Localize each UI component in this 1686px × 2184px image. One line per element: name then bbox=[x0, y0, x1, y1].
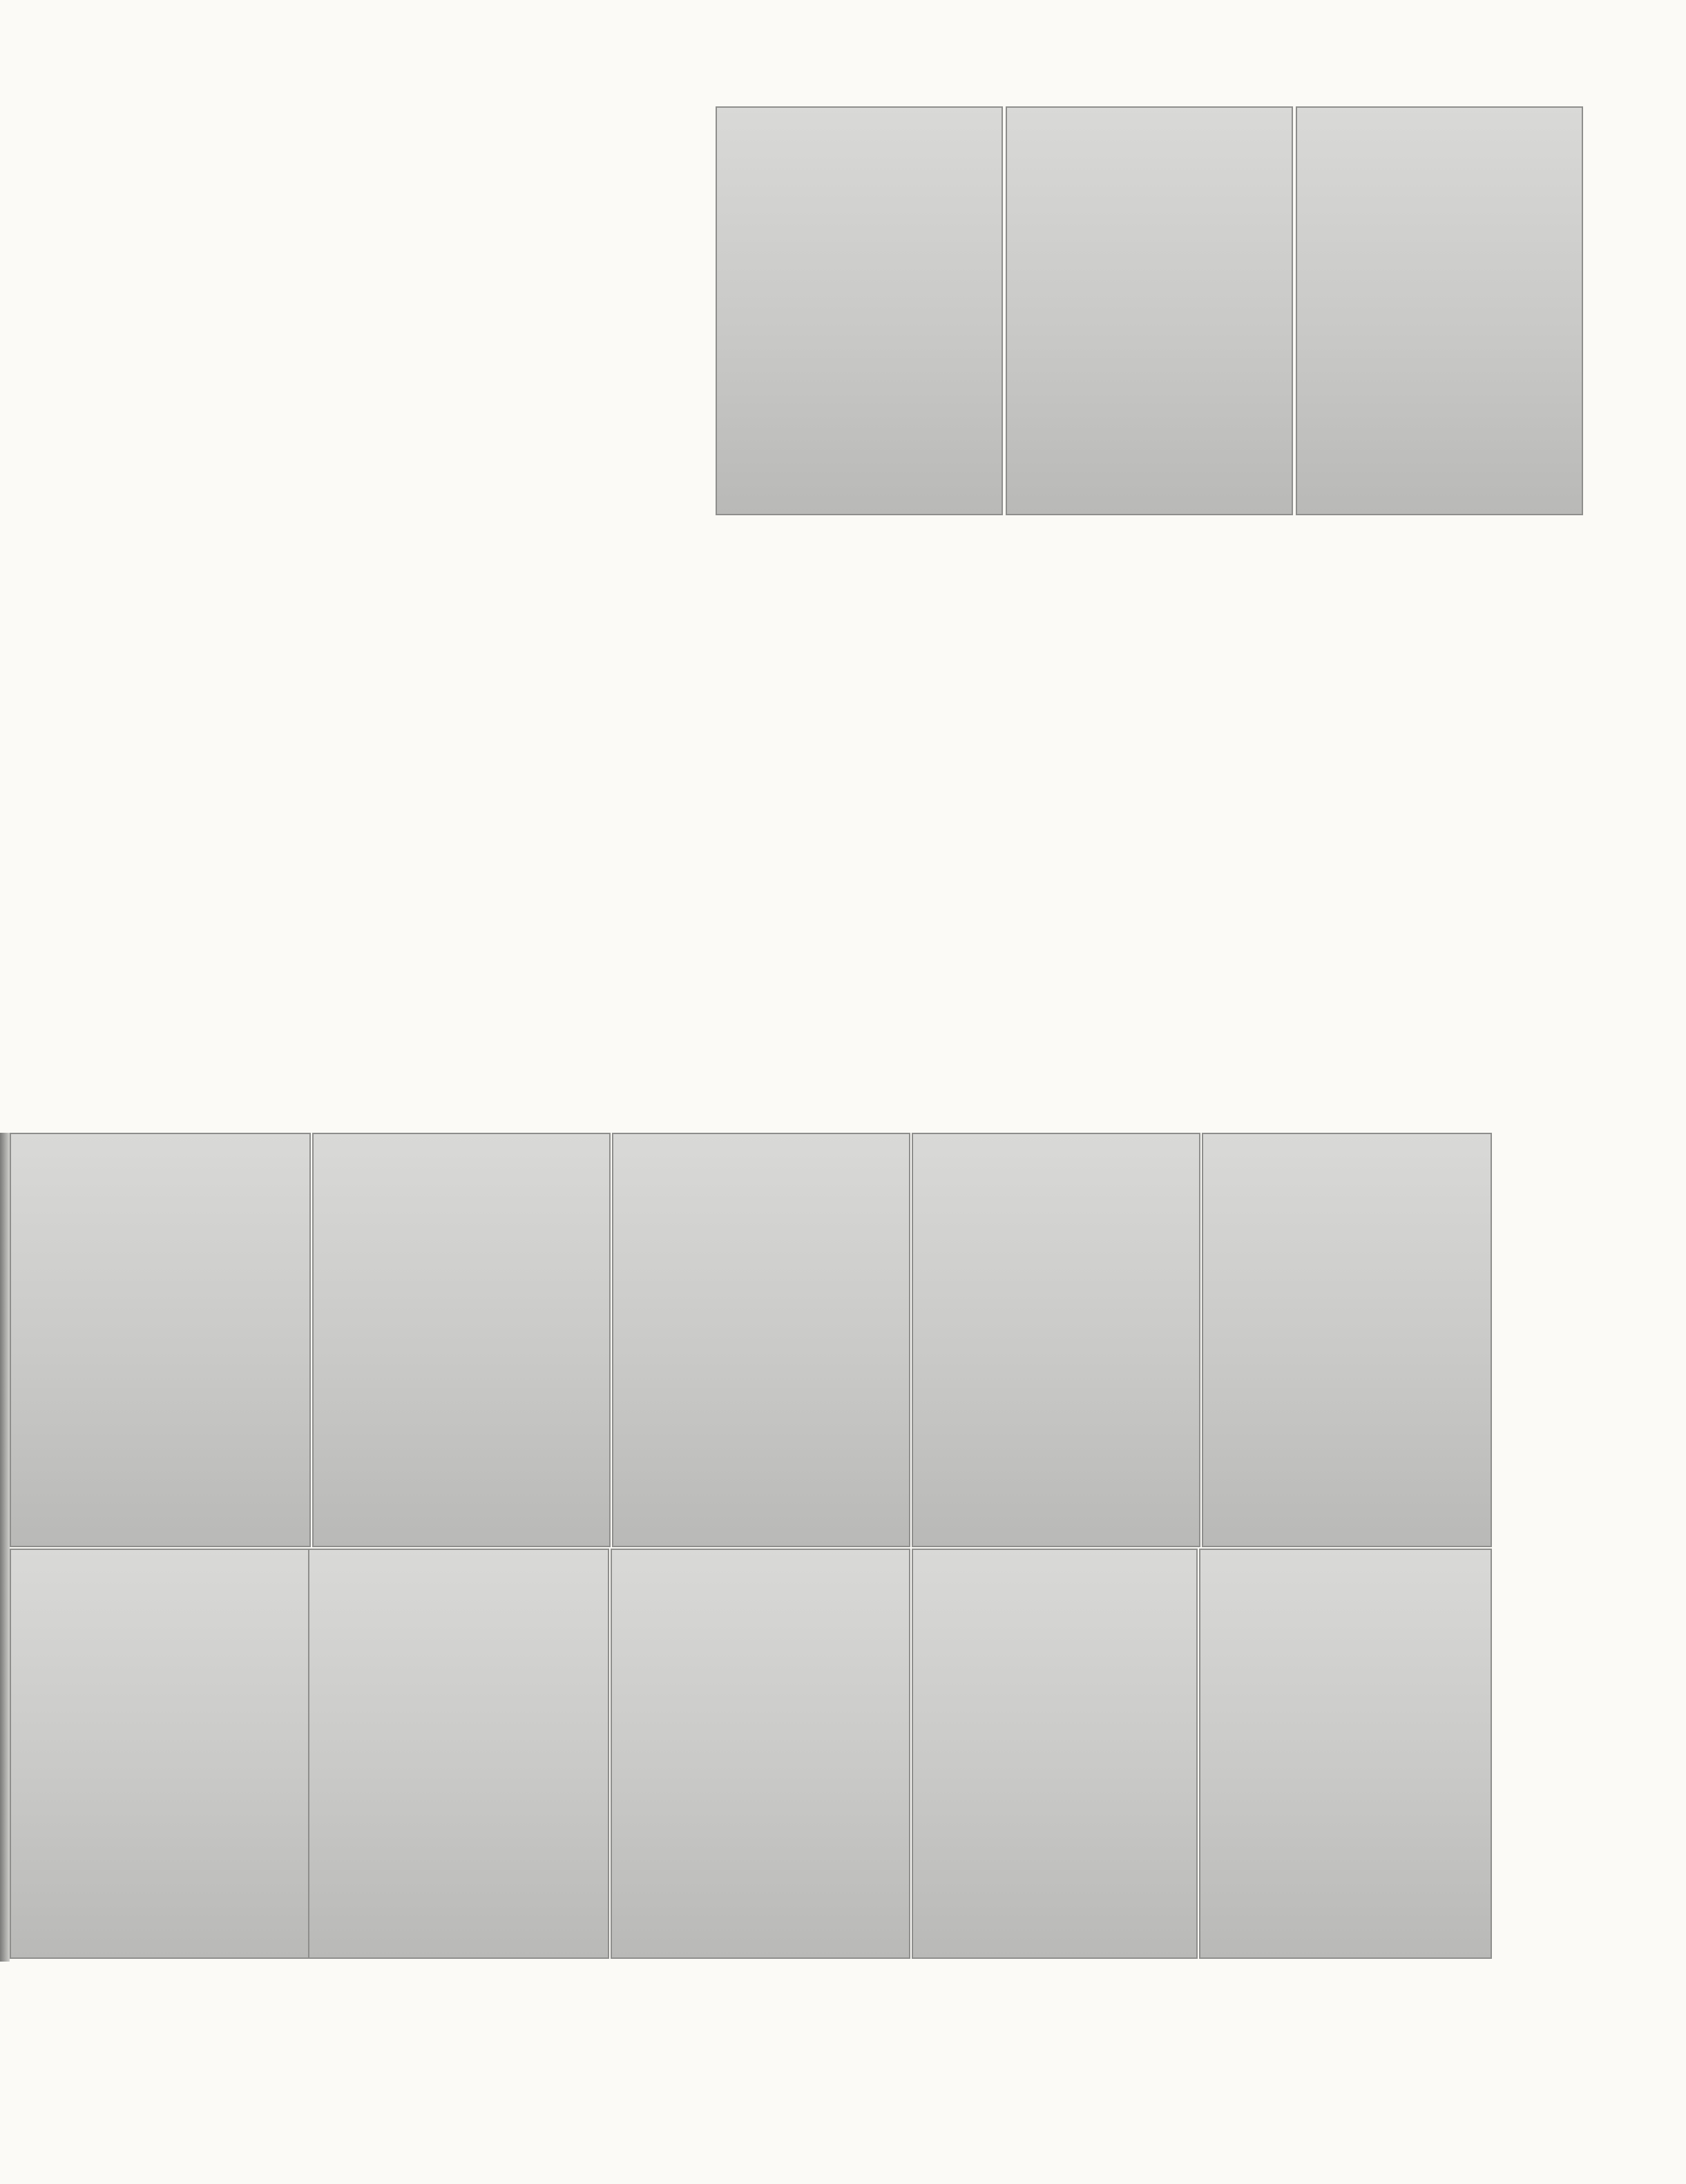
caption-margaret-shipp bbox=[1235, 823, 1488, 830]
caption-jo-anne-thorn bbox=[655, 823, 903, 830]
caption-kent-woodhouse bbox=[347, 823, 608, 830]
portrait-sylvia-scovil bbox=[1296, 106, 1583, 515]
caption-jacqueline-sorensen bbox=[48, 823, 315, 830]
portrait-margaret-shipp bbox=[1202, 1133, 1492, 1547]
portrait-john-thompson bbox=[1006, 106, 1293, 515]
caption-jo-ann-whitney bbox=[1235, 975, 1488, 982]
portrait-jacqueline-sorensen bbox=[10, 1133, 311, 1547]
portrait-jack-whitehead bbox=[308, 1549, 609, 1959]
caption-mary-catherine-wills bbox=[48, 975, 315, 979]
caption-jeanne-wightman bbox=[655, 975, 903, 982]
portrait-bill-whitney bbox=[912, 1133, 1200, 1547]
portrait-jo-anne-thorn bbox=[612, 1133, 910, 1547]
caption-john-thompson bbox=[1024, 532, 1272, 539]
caption-robert-york bbox=[946, 975, 1195, 982]
portrait-mary-catherine-wills bbox=[10, 1549, 311, 1959]
portrait-kent-woodhouse bbox=[312, 1133, 611, 1547]
portrait-robert-york bbox=[912, 1549, 1198, 1959]
portrait-jeanne-wightman bbox=[611, 1549, 910, 1959]
caption-sylvia-scovil bbox=[1307, 532, 1562, 539]
caption-jack-whitehead bbox=[347, 975, 608, 982]
page-edge-shadow bbox=[0, 1133, 10, 1962]
caption-janet-richmond bbox=[743, 532, 992, 539]
portrait-jo-ann-whitney bbox=[1199, 1549, 1492, 1959]
caption-bill-whitney bbox=[946, 823, 1195, 830]
portrait-janet-richmond bbox=[716, 106, 1003, 515]
